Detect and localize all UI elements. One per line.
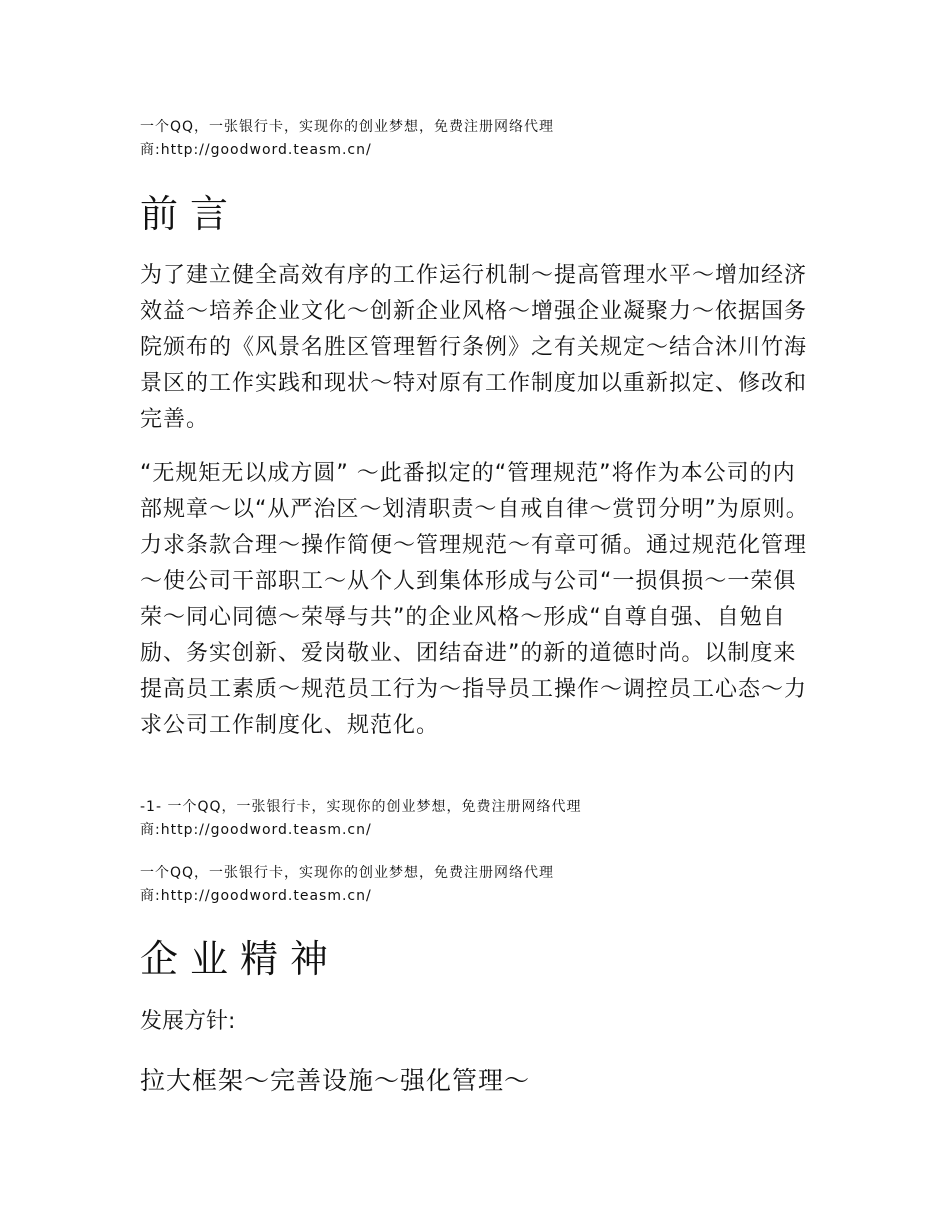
page-footer-ad: -1- 一个QQ，一张银行卡，实现你的创业梦想，免费注册网络代理商:http://goodword.teasm.cn/ — [140, 799, 582, 838]
ad-line-second: 一个QQ，一张银行卡，实现你的创业梦想，免费注册网络代理商:http://goodword.teasm.cn/ — [140, 865, 555, 904]
development-policy-label: 发展方针: — [140, 1009, 236, 1034]
ad-line-top: 一个QQ，一张银行卡，实现你的创业梦想，免费注册网络代理商:http://goodword.teasm.cn/ — [140, 119, 555, 158]
spirit-heading: 企业精神 — [140, 937, 341, 981]
preface-heading: 前言 — [140, 192, 241, 236]
development-policy-text: 拉大框架～完善设施～强化管理～ — [140, 1066, 531, 1095]
preface-paragraph-1: 为了建立健全高效有序的工作运行机制～提高管理水平～增加经济效益～培养企业文化～创新企业风格～增强企业凝聚力～依据国务院颁布的《风景名胜区管理暂行条例》之有关规定～结合沐川竹海景区的工作实践和现状～特对原有工作制度加以重新拟定、修改和完善。 — [140, 263, 808, 432]
preface-paragraph-2: “无规矩无以成方圆” ～此番拟定的“管理规范”将作为本公司的内部规章～以“从严治区～划清职责～自戒自律～赏罚分明”为原则。力求条款合理～操作简便～管理规范～有章可循。通过规范化管理～使公司干部职工～从个人到集体形成与公司“一损俱损～一荣俱荣～同心同德～荣辱与共”的企业风格～形成“自尊自强、自勉自励、务实创新、爱岗敬业、团结奋进”的新的道德时尚。以制度来提高员工素质～规范员工行为～指导员工操作～调控员工心态～力求公司工作制度化、规范化。 — [140, 461, 809, 738]
